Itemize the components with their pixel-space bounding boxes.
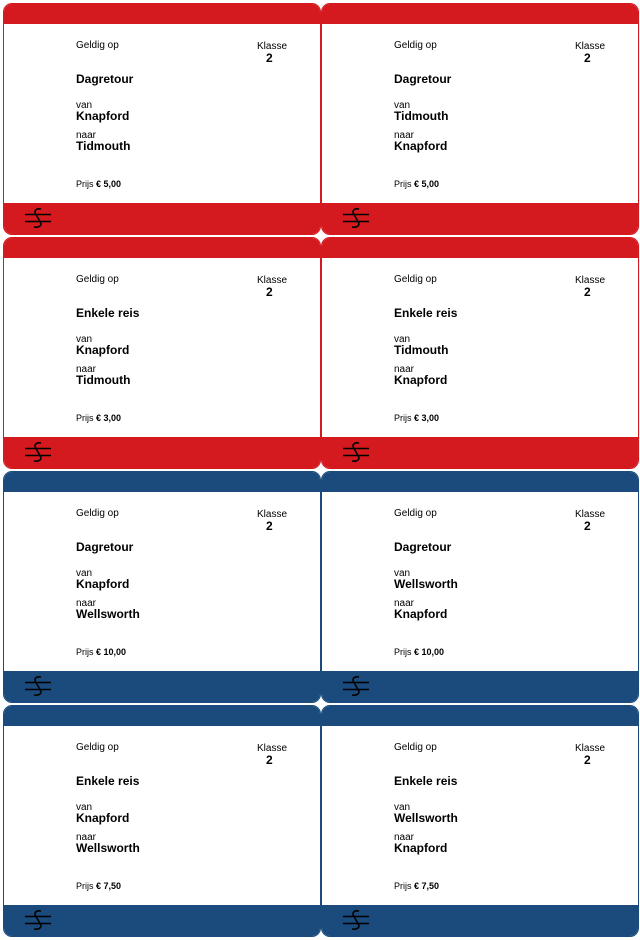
from-label: van	[394, 802, 411, 813]
from-station: Tidmouth	[394, 343, 449, 357]
railway-logo-icon	[343, 207, 369, 229]
price-label: Prijs	[76, 179, 94, 189]
ticket-top-band	[4, 472, 320, 492]
ticket-1	[3, 3, 321, 235]
ticket-6	[321, 471, 639, 703]
price-line	[76, 413, 121, 424]
to-station: Knapford	[394, 373, 448, 387]
railway-logo-icon	[25, 909, 51, 931]
ticket-bottom-band	[4, 905, 320, 936]
railway-logo-icon	[25, 207, 51, 229]
valid-on-label: Geldig op	[394, 508, 437, 519]
price-line	[394, 881, 439, 892]
to-station: Knapford	[394, 607, 448, 621]
ticket-bottom-band	[322, 203, 638, 234]
price-label: Prijs	[76, 413, 94, 423]
price-label: Prijs	[394, 179, 412, 189]
from-station: Tidmouth	[394, 109, 449, 123]
ticket-bottom-band	[4, 203, 320, 234]
ticket-8	[321, 705, 639, 937]
valid-on-label: Geldig op	[76, 742, 119, 753]
ticket-type: Dagretour	[76, 72, 134, 86]
ticket-bottom-band	[4, 671, 320, 702]
valid-on-label: Geldig op	[76, 508, 119, 519]
ticket-type: Enkele reis	[76, 774, 140, 788]
ticket-top-band	[4, 706, 320, 726]
class-value: 2	[266, 285, 273, 299]
railway-logo-icon	[343, 441, 369, 463]
price-value: € 5,00	[414, 179, 440, 189]
ticket-bottom-band	[322, 671, 638, 702]
ticket-top-band	[4, 238, 320, 258]
railway-logo-icon	[25, 441, 51, 463]
to-label: naar	[76, 598, 97, 609]
ticket-top-band	[4, 4, 320, 24]
ticket-type: Dagretour	[76, 540, 134, 554]
to-label: naar	[394, 364, 415, 375]
valid-on-label: Geldig op	[394, 274, 437, 285]
class-value: 2	[266, 51, 273, 65]
price-value: € 5,00	[96, 179, 122, 189]
valid-on-label: Geldig op	[394, 40, 437, 51]
to-label: naar	[76, 130, 97, 141]
ticket-top-band	[322, 4, 638, 24]
to-label: naar	[76, 364, 97, 375]
class-label: Klasse	[257, 41, 288, 52]
class-label: Klasse	[257, 743, 288, 754]
from-station: Wellsworth	[394, 577, 458, 591]
class-value: 2	[266, 753, 273, 767]
from-label: van	[394, 100, 411, 111]
price-line	[76, 179, 121, 190]
to-station: Knapford	[394, 841, 448, 855]
class-value: 2	[584, 51, 591, 65]
ticket-bottom-band	[322, 437, 638, 468]
from-label: van	[76, 802, 93, 813]
price-label: Prijs	[394, 881, 412, 891]
to-station: Tidmouth	[76, 139, 131, 153]
class-label: Klasse	[575, 509, 606, 520]
valid-on-label: Geldig op	[76, 40, 119, 51]
price-label: Prijs	[394, 413, 412, 423]
from-station: Knapford	[76, 577, 130, 591]
price-line	[76, 647, 126, 658]
ticket-type: Enkele reis	[394, 306, 458, 320]
to-label: naar	[394, 832, 415, 843]
class-value: 2	[266, 519, 273, 533]
from-station: Wellsworth	[394, 811, 458, 825]
class-label: Klasse	[575, 275, 606, 286]
ticket-type: Enkele reis	[76, 306, 140, 320]
price-value: € 7,50	[96, 881, 122, 891]
railway-logo-icon	[25, 675, 51, 697]
to-station: Knapford	[394, 139, 448, 153]
price-line	[394, 179, 439, 190]
class-value: 2	[584, 753, 591, 767]
ticket-top-band	[322, 238, 638, 258]
class-value: 2	[584, 285, 591, 299]
ticket-3	[3, 237, 321, 469]
to-station: Wellsworth	[76, 607, 140, 621]
to-station: Wellsworth	[76, 841, 140, 855]
from-station: Knapford	[76, 343, 130, 357]
from-label: van	[76, 568, 93, 579]
class-value: 2	[584, 519, 591, 533]
class-label: Klasse	[257, 509, 288, 520]
ticket-top-band	[322, 706, 638, 726]
price-line	[394, 647, 444, 658]
ticket-bottom-band	[4, 437, 320, 468]
price-value: € 7,50	[414, 881, 440, 891]
from-label: van	[76, 334, 93, 345]
ticket-type: Dagretour	[394, 540, 452, 554]
from-station: Knapford	[76, 811, 130, 825]
price-line	[394, 413, 439, 424]
valid-on-label: Geldig op	[76, 274, 119, 285]
to-label: naar	[394, 598, 415, 609]
price-value: € 10,00	[414, 647, 445, 657]
ticket-7	[3, 705, 321, 937]
price-value: € 3,00	[96, 413, 122, 423]
from-label: van	[76, 100, 93, 111]
ticket-type: Enkele reis	[394, 774, 458, 788]
ticket-2	[321, 3, 639, 235]
to-label: naar	[76, 832, 97, 843]
ticket-top-band	[322, 472, 638, 492]
price-line	[76, 881, 121, 892]
ticket-4	[321, 237, 639, 469]
ticket-5	[3, 471, 321, 703]
to-station: Tidmouth	[76, 373, 131, 387]
from-label: van	[394, 568, 411, 579]
price-label: Prijs	[76, 881, 94, 891]
class-label: Klasse	[257, 275, 288, 286]
railway-logo-icon	[343, 909, 369, 931]
price-value: € 10,00	[96, 647, 127, 657]
valid-on-label: Geldig op	[394, 742, 437, 753]
price-label: Prijs	[394, 647, 412, 657]
from-station: Knapford	[76, 109, 130, 123]
ticket-bottom-band	[322, 905, 638, 936]
price-value: € 3,00	[414, 413, 440, 423]
from-label: van	[394, 334, 411, 345]
class-label: Klasse	[575, 41, 606, 52]
price-label: Prijs	[76, 647, 94, 657]
ticket-type: Dagretour	[394, 72, 452, 86]
railway-logo-icon	[343, 675, 369, 697]
class-label: Klasse	[575, 743, 606, 754]
to-label: naar	[394, 130, 415, 141]
